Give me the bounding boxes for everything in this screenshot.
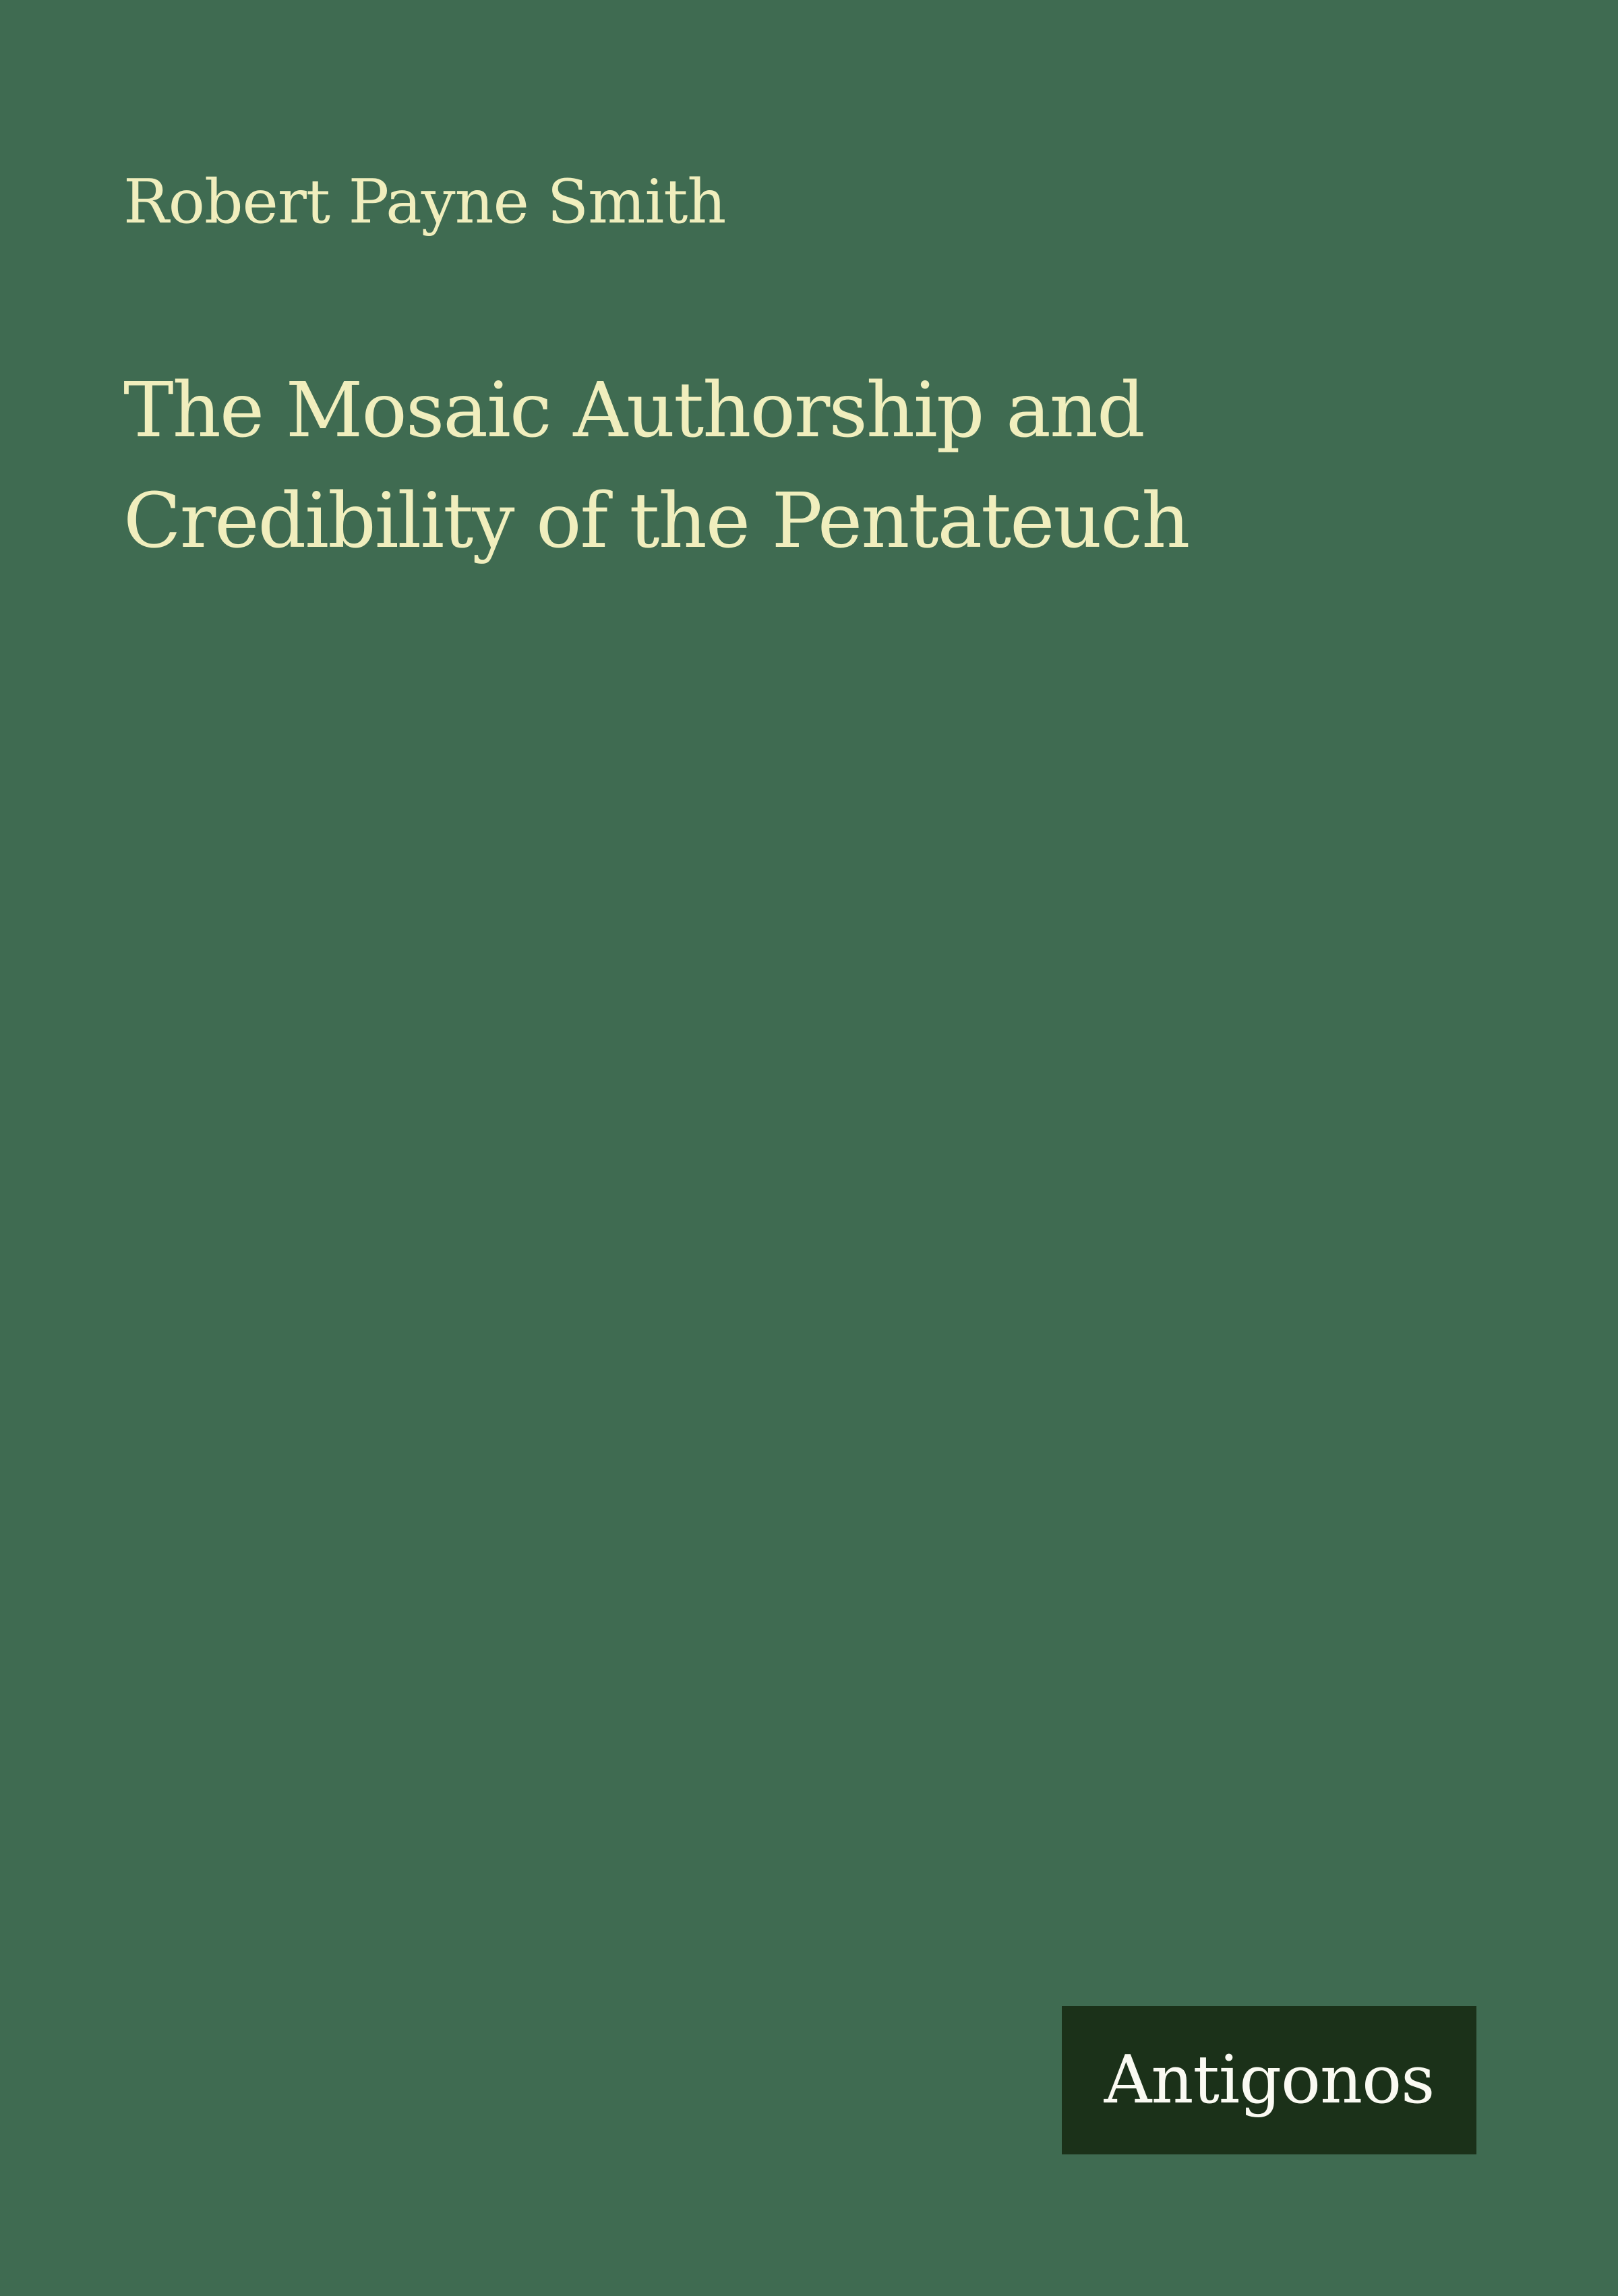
book-title-line-1: The Mosaic Authorship and bbox=[123, 367, 1144, 454]
book-title-line-2: Credibility of the Pentateuch bbox=[123, 477, 1189, 565]
author-name: Robert Payne Smith bbox=[123, 167, 726, 237]
publisher-badge bbox=[1062, 2006, 1476, 2154]
publisher-name: Antigonos bbox=[1104, 2042, 1435, 2119]
book-title bbox=[123, 355, 1189, 577]
